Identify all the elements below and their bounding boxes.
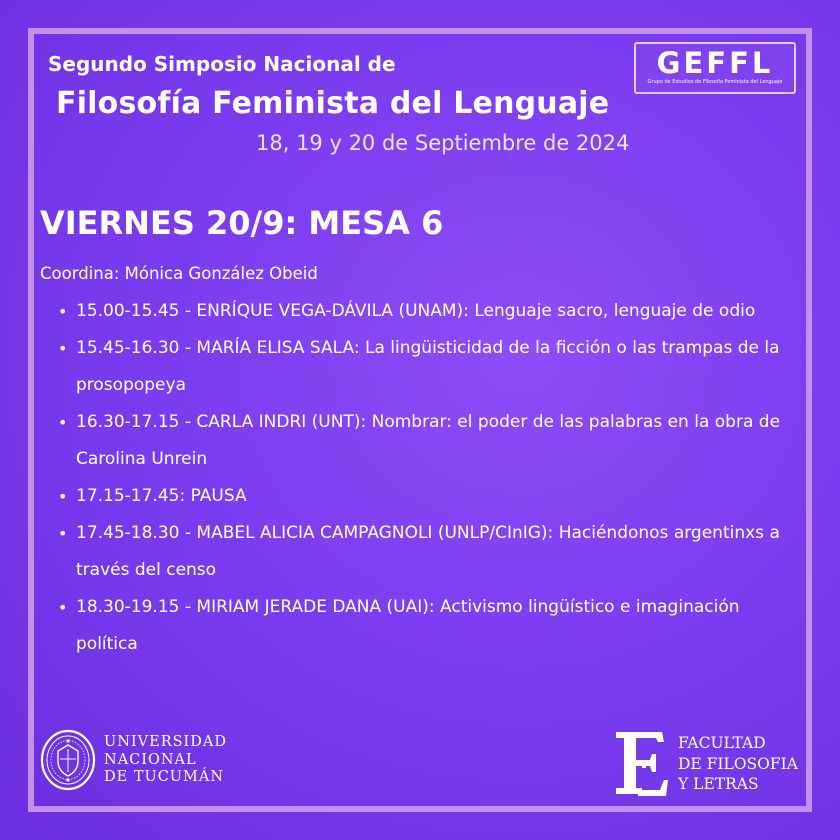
symposium-dates: 18, 19 y 20 de Septiembre de 2024 — [256, 131, 630, 155]
ffyl-name-line: DE FILOSOFIA — [678, 754, 798, 773]
geffl-logo-subtitle: Grupo de Estudios de Filosofía Feminista del Lenguaje — [647, 79, 783, 85]
ffyl-name — [678, 733, 798, 795]
session-coordinator: Coordina: Mónica González Obeid — [40, 264, 318, 283]
schedule-item: • 15.45-16.30 - MARÍA ELISA SALA: La lingüisticidad de la ficción o las trampas de la prosopopeya — [54, 330, 799, 404]
symposium-title: Filosofía Feminista del Lenguaje — [56, 86, 610, 121]
schedule-item: • 16.30-17.15 - CARLA INDRI (UNT): Nombrar: el poder de las palabras en la obra de Carolina Unrein — [54, 404, 799, 478]
university-seal-icon — [40, 729, 96, 791]
schedule-list — [54, 293, 799, 663]
schedule-item: • 18.30-19.15 - MIRIAM JERADE DANA (UAI): Activismo lingüístico e imaginación política — [54, 589, 799, 663]
unt-name-line: DE TUCUMÁN — [104, 769, 225, 785]
schedule-item: • 17.45-18.30 - MABEL ALICIA CAMPAGNOLI (UNLP/CInIG): Haciéndonos argentinxs a través del censo — [54, 515, 799, 589]
geffl-logo — [634, 42, 796, 94]
schedule-item: • 17.15-17.45: PAUSA — [54, 478, 799, 515]
unt-name-line: UNIVERSIDAD — [104, 734, 227, 750]
unt-name-line: NACIONAL — [104, 751, 197, 768]
symposium-edition: Segundo Simposio Nacional de — [48, 52, 396, 76]
session-heading: VIERNES 20/9: MESA 6 — [40, 204, 444, 242]
unt-name — [104, 734, 227, 787]
ffyl-name-line: FACULTAD — [678, 734, 766, 752]
ffyl-name-line: Y LETRAS — [678, 775, 759, 793]
schedule-item: • 15.00-15.45 - ENRÍQUE VEGA-DÁVILA (UNAM): Lenguaje sacro, lenguaje de odio — [54, 293, 799, 330]
geffl-logo-title: GEFFL — [656, 46, 774, 80]
ffyl-monogram-icon — [612, 728, 670, 800]
